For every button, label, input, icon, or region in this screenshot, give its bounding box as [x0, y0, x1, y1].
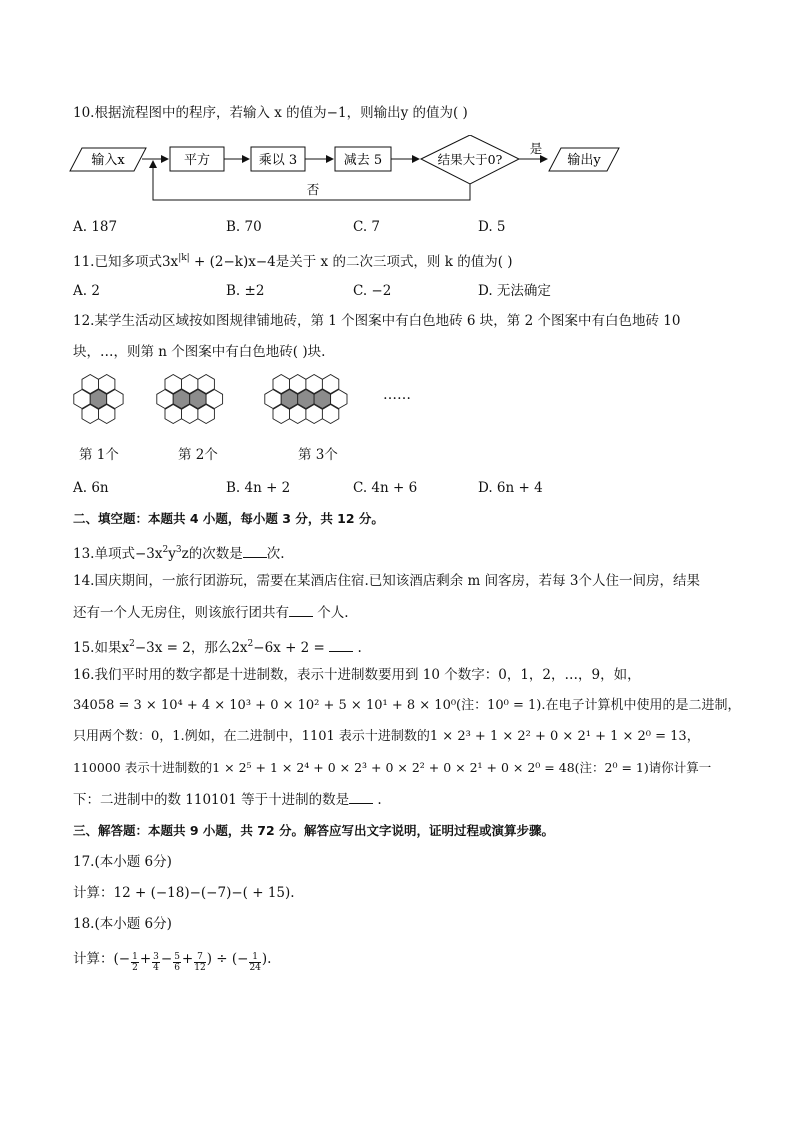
section-3-desc: 本题共 9 小题，共 72 分。解答应写出文字说明，证明过程或演算步骤。	[148, 823, 555, 838]
q12-figure-label-1: 第 1个	[79, 447, 119, 463]
q14-line2-tail: 个人.	[313, 605, 349, 621]
hex-tile-gray-fig3	[281, 390, 298, 409]
q18-heading: 18.(本小题 6分)	[73, 916, 172, 932]
section-3-title: 三、解答题：	[73, 823, 149, 838]
q16-line2: 34058 = 3 × 10⁴ + 4 × 10³ + 0 × 10² + 5 × 10¹ + 8 × 10⁰(注：10⁰ = 1).在电子计算机中使用的是二进制，	[73, 698, 741, 713]
q10-option-c[interactable]: C. 7	[353, 219, 381, 235]
q15-sup-1: 2	[129, 639, 135, 649]
q11-stem-rest: + (2−k)x−4是关于 x 的二次三项式，则 k 的值为( )	[189, 254, 513, 270]
q18-frac2-den: 4	[153, 963, 159, 973]
q15-part-c: −6x + 2 =	[253, 640, 325, 656]
q18-frac2-num: 3	[153, 952, 159, 962]
hex-tile-white-fig3	[331, 390, 347, 409]
q18-fraction-4	[194, 952, 205, 973]
q13-sup-1: 2	[162, 545, 169, 555]
q18-frac4-den: 12	[194, 963, 206, 973]
q16-line5	[73, 791, 382, 809]
q12-option-c[interactable]: C. 4n + 6	[353, 480, 418, 496]
q12-ellipsis: ……	[383, 387, 411, 403]
q11-exponent: |k|	[178, 253, 190, 263]
q14-answer-blank[interactable]	[289, 604, 313, 617]
q16-line5-tail: .	[373, 792, 382, 808]
q10-option-b[interactable]: B. 70	[226, 219, 262, 235]
section-2-heading	[73, 510, 384, 528]
hex-tile-white-fig1	[107, 390, 123, 409]
flow-step-subtract-label: 减去 5	[343, 153, 383, 168]
q10-flowchart	[0, 135, 794, 215]
q18-frac5-den: 24	[249, 963, 261, 973]
hex-tile-gray-fig3	[298, 390, 314, 409]
q12-option-d[interactable]: D. 6n + 4	[478, 480, 543, 496]
hex-tile-white-fig1	[74, 390, 90, 409]
hex-tile-white-fig2	[206, 390, 223, 409]
q16-line3: 只用两个数：0，1.例如，在二进制中，1101 表示十进制数的1 × 2³ + 1 × 2² + 0 × 2¹ + 1 × 2⁰ = 13，	[73, 729, 700, 744]
q12-stem-line2: 块，…，则第 n 个图案中有白色地砖( )块.	[73, 344, 326, 360]
q16-line5-text: 下：二进制中的数 110101 等于十进制的数是	[73, 792, 350, 808]
q18-op-4: ) ÷ (−	[206, 951, 249, 967]
q15-answer-blank[interactable]	[329, 639, 353, 652]
q15-stem	[73, 635, 362, 657]
q15-sup-2: 2	[247, 639, 254, 649]
flow-step-square-label: 平方	[183, 153, 211, 168]
q11-stem-part: 11.已知多项式3x	[73, 254, 179, 270]
q18-op-1: +	[139, 951, 152, 967]
q18-op-3: +	[181, 951, 194, 967]
q10-option-d[interactable]: D. 5	[478, 219, 506, 235]
q13-part-c: z的次数是	[181, 546, 243, 562]
q17-calc: 计算：12 + (−18)−(−7)−( + 15).	[73, 885, 295, 901]
flow-input-label: 输入x	[91, 153, 125, 168]
q15-part-d: .	[353, 640, 362, 656]
q14-line2	[73, 604, 349, 622]
q16-answer-blank[interactable]	[349, 791, 373, 804]
hex-tile-white-fig2	[157, 390, 173, 409]
flow-step-multiply-label: 乘以 3	[258, 153, 298, 168]
q12-figure-label-3: 第 3个	[298, 447, 338, 463]
hex-tile-gray-fig1	[90, 390, 107, 409]
q14-line2-text: 还有一个人无房住，则该旅行团共有	[73, 605, 289, 621]
q12-option-b[interactable]: B. 4n + 2	[226, 480, 291, 496]
q18-calc	[73, 950, 271, 973]
q14-line1: 14.国庆期间，一旅行团游玩，需要在某酒店住宿.已知该酒店剩余 m 间客房，若每 3个人住一间房，结果	[73, 573, 701, 589]
q13-part-b: y	[168, 546, 176, 562]
hex-tile-gray-fig2	[190, 390, 206, 409]
q13-sup-2: 3	[175, 545, 182, 555]
q18-frac1-num: 1	[132, 952, 138, 962]
q18-fraction-5	[249, 952, 260, 973]
q12-option-a[interactable]: A. 6n	[73, 480, 109, 496]
flow-no-label: 否	[306, 182, 320, 197]
q11-option-b[interactable]: B. ±2	[226, 283, 265, 299]
section-3-heading	[73, 822, 554, 840]
flow-output-label: 输出y	[567, 153, 601, 168]
q18-frac4-num: 7	[194, 952, 205, 963]
q15-part-b: −3x = 2，那么2x	[134, 640, 248, 656]
q18-fraction-3	[173, 952, 181, 973]
q18-frac1-den: 2	[132, 963, 138, 973]
hex-tile-gray-fig2	[173, 390, 190, 409]
q10-stem: 10.根据流程图中的程序，若输入 x 的值为−1，则输出y 的值为( )	[73, 105, 468, 121]
q13-part-d: 次.	[266, 546, 285, 562]
q18-op-5: ).	[261, 951, 272, 967]
q11-option-a[interactable]: A. 2	[73, 283, 100, 299]
q11-option-c[interactable]: C. −2	[353, 283, 392, 299]
q18-op-2: −	[160, 951, 173, 967]
q18-frac3-num: 5	[174, 952, 180, 962]
q13-answer-blank[interactable]	[243, 545, 267, 558]
q12-figure-label-2: 第 2个	[178, 447, 218, 463]
q16-line4: 110000 表示十进制数的1 × 2⁵ + 1 × 2⁴ + 0 × 2³ + 0 × 2² + 0 × 2¹ + 0 × 2⁰ = 48(注：2⁰ = 1)请你计算一	[73, 760, 712, 775]
flow-yes-label: 是	[529, 141, 543, 156]
q18-fraction-2	[152, 952, 160, 973]
q16-line1: 16.我们平时用的数字都是十进制数，表示十进制数要用到 10 个数字：0，1，2，…，9，如，	[73, 667, 641, 683]
q17-heading: 17.(本小题 6分)	[73, 854, 172, 870]
hex-tile-gray-fig3	[314, 390, 331, 409]
q11-option-d[interactable]: D. 无法确定	[478, 283, 551, 299]
q18-frac5-num: 1	[249, 952, 260, 963]
q13-stem	[73, 541, 285, 563]
q15-part-a: 15.如果x	[73, 640, 130, 656]
q10-option-a[interactable]: A. 187	[73, 219, 118, 235]
q18-calc-prefix: 计算：(−	[73, 951, 131, 967]
q11-stem	[73, 249, 513, 271]
hex-tile-white-fig3	[265, 390, 281, 409]
section-2-desc: 本题共 4 小题，每小题 3 分，共 12 分。	[148, 511, 384, 526]
q18-frac3-den: 6	[174, 963, 180, 973]
q12-stem-line1: 12.某学生活动区域按如图规律铺地砖，第 1 个图案中有白色地砖 6 块，第 2 个图案中有白色地砖 10	[73, 313, 681, 329]
q18-fraction-1	[131, 952, 139, 973]
q13-part-a: 13.单项式−3x	[73, 546, 163, 562]
flow-decision-label: 结果大于0?	[437, 152, 503, 167]
section-2-title: 二、填空题：	[73, 511, 149, 526]
